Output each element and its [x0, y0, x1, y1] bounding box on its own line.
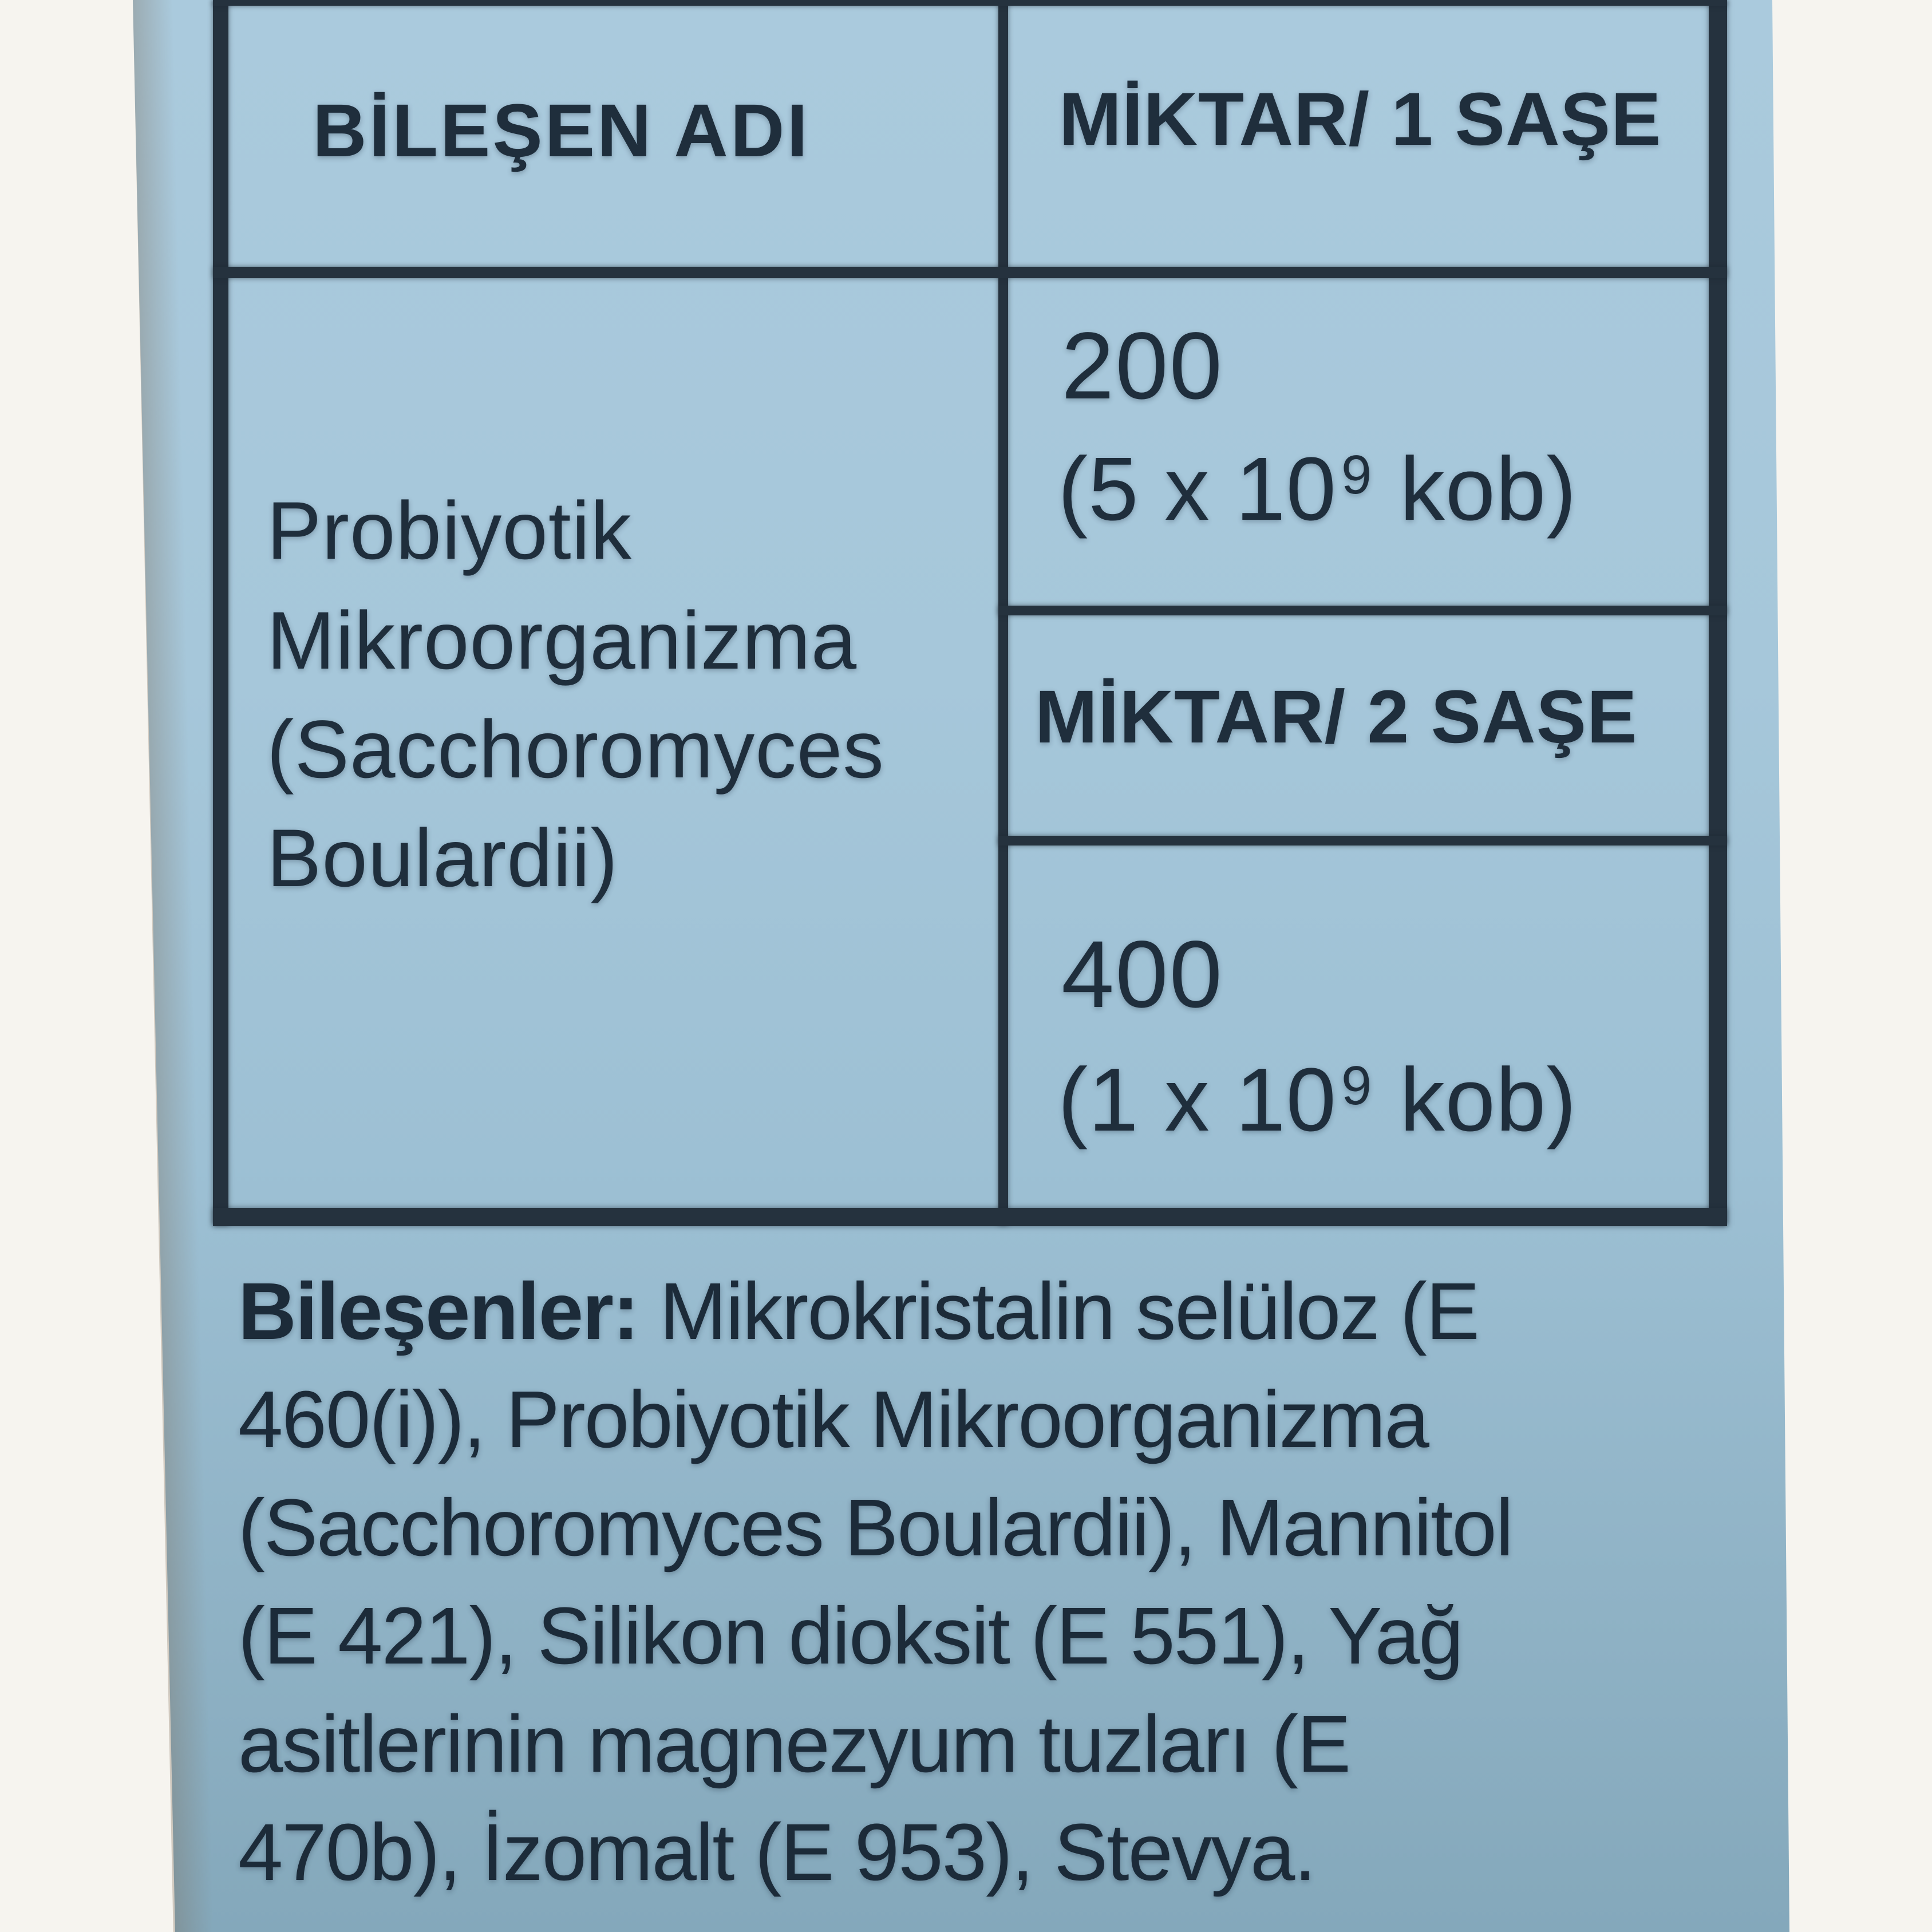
component-name-line-3: (Sacchoromyces [267, 704, 884, 795]
ingredients-line-1-text: Mikrokristalin selüloz (E [638, 1266, 1479, 1356]
ingredients-line: (Sacchoromyces Boulardii), Mannitol [238, 1482, 1513, 1573]
table-border-bottom [213, 1208, 1727, 1226]
amount-2-sachet-cfu [1058, 1049, 1577, 1152]
table-rule-amount1-bottom [998, 606, 1727, 615]
amount-2-cfu-unit: kob) [1400, 1050, 1577, 1150]
table-rule-amount2-header-bottom [998, 836, 1727, 846]
table-rule-header-bottom [213, 267, 1727, 278]
amount-1-cfu-unit: kob) [1400, 439, 1577, 539]
component-name-line-4: Boulardii) [267, 813, 619, 904]
ingredients-line: 470b), İzomalt (E 953), Stevya. [238, 1807, 1315, 1897]
amount-1-sachet-value: 200 [1061, 313, 1223, 419]
component-name-line-1: Probiyotik [267, 485, 632, 576]
amount-2-cfu-base: (1 x 10 [1058, 1050, 1337, 1150]
amount-2-sachet-header: MİKTAR/ 2 SAŞE [1035, 674, 1638, 758]
amount-1-sachet-cfu [1058, 438, 1577, 541]
ingredients-line: 460(i)), Probiyotik Mikroorganizma [238, 1374, 1429, 1464]
amount-1-cfu-base: (5 x 10 [1058, 439, 1337, 539]
component-name-line-2: Mikroorganizma [267, 595, 858, 686]
ingredients-line: (E 421), Silikon dioksit (E 551), Yağ [238, 1590, 1463, 1681]
ingredients-heading: Bileşenler: [238, 1266, 638, 1356]
ingredients-line: asitlerinin magnezyum tuzları (E [238, 1698, 1350, 1789]
table-border-left [213, 0, 228, 1225]
amount-1-cfu-exponent: 9 [1341, 444, 1373, 506]
table-border-top [213, 0, 1727, 6]
component-column-header: BİLEŞEN ADI [313, 88, 810, 172]
amount-2-cfu-exponent: 9 [1341, 1055, 1373, 1117]
ingredients-paragraph [238, 1257, 1726, 1906]
amount-1-sachet-header: MİKTAR/ 1 SAŞE [1059, 77, 1662, 161]
ingredients-line [238, 1257, 1726, 1365]
amount-2-sachet-value: 400 [1061, 922, 1223, 1028]
